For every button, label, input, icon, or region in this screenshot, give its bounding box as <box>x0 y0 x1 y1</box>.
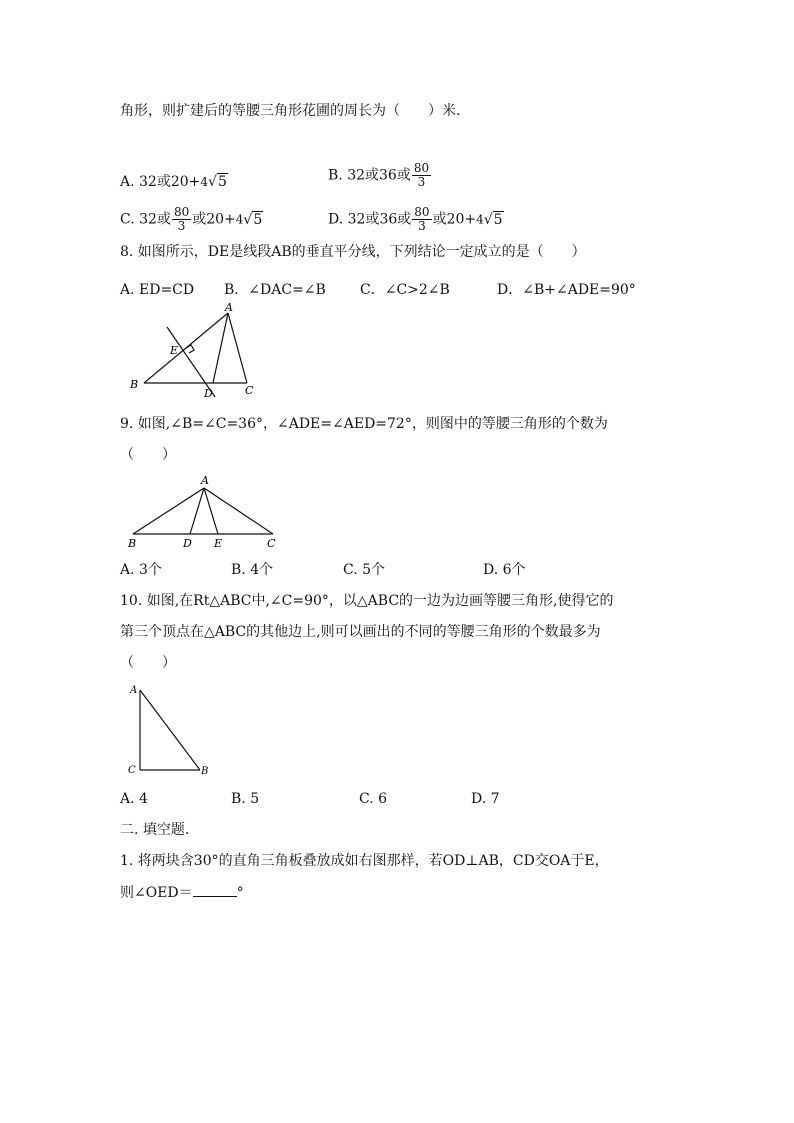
fraction: $\frac{80}{3}$ <box>173 205 190 233</box>
q7-option-c-coef: 4 <box>235 212 244 227</box>
label-d: D <box>183 537 192 550</box>
label-b: B <box>130 378 139 391</box>
fill-q1-text: 则∠OED＝ <box>120 885 193 901</box>
label-a: A <box>225 301 233 314</box>
label-a: A <box>130 685 138 696</box>
q7-option-a-label: A. <box>120 174 135 190</box>
segment-ae <box>204 488 218 534</box>
q7-option-a-text: 32或20+ <box>139 174 201 190</box>
label-c: C <box>245 384 254 397</box>
fraction: $\frac{80}{3}$ <box>414 205 430 233</box>
q7-option-d-label: D. <box>328 211 344 228</box>
q8-stem: 8. 如图所示，DE是线段AB的垂直平分线，下列结论一定成立的是（ ） <box>120 244 586 260</box>
q7-option-b[interactable] <box>328 162 432 189</box>
label-c: C <box>128 765 136 776</box>
q7-option-d-text: 32或36或 <box>347 211 412 228</box>
answer-blank[interactable] <box>193 882 237 897</box>
q7-option-c-label: C. <box>120 211 135 228</box>
q10-option-a[interactable]: A. 4 <box>120 791 148 807</box>
q8-option-a[interactable]: A. ED=CD <box>120 282 195 298</box>
q9-paren: （ ） <box>120 447 176 463</box>
q7-option-b-label: B. <box>328 167 343 184</box>
q8-option-b[interactable]: B．∠DAC=∠B <box>224 282 326 298</box>
q7-option-d-coef: 4 <box>476 212 484 227</box>
q7-option-a-coef: 4 <box>200 175 209 189</box>
q7-option-d[interactable] <box>328 206 504 233</box>
q9-option-d[interactable]: D. 6个 <box>483 562 526 578</box>
sqrt-icon: √5 <box>483 211 503 228</box>
q9-stem: 9. 如图,∠B=∠C=36°，∠ADE=∠AED=72°，则图中的等腰三角形的个数为 <box>120 416 608 432</box>
label-e: E <box>214 537 223 550</box>
q8-option-c[interactable]: C．∠C>2∠B <box>360 282 450 298</box>
q7-option-a[interactable] <box>120 172 228 192</box>
segment-ab <box>140 690 200 770</box>
q9-option-b[interactable]: B. 4个 <box>231 562 274 578</box>
degree-symbol: ° <box>236 885 244 901</box>
q7-option-c-text2: 或20+ <box>192 211 236 228</box>
label-e: E <box>170 344 179 357</box>
segment-ac <box>228 313 247 383</box>
intro-line: 角形，则扩建后的等腰三角形花圃的周长为（ ）米. <box>120 103 461 119</box>
segment-ad <box>190 488 204 534</box>
q8-figure <box>125 300 265 400</box>
segment-ac <box>204 488 273 534</box>
q7-option-b-text: 32或36或 <box>347 167 411 184</box>
q10-option-d[interactable]: D. 7 <box>471 791 500 807</box>
label-b: B <box>201 766 209 777</box>
q9-option-c[interactable]: C. 5个 <box>343 562 386 578</box>
q10-stem-line1: 10. 如图,在Rt△ABC中,∠C=90°，以△ABC的一边为边画等腰三角形,使得它的 <box>120 593 614 609</box>
right-angle-mark <box>186 345 194 353</box>
sqrt-icon: √5 <box>208 174 227 190</box>
fill-q1-line2 <box>120 882 244 903</box>
q7-option-c-text: 32或 <box>139 211 171 228</box>
segment-ab <box>133 488 204 534</box>
q10-figure <box>122 680 222 780</box>
q7-option-d-text2: 或20+ <box>432 211 477 228</box>
label-b: B <box>128 537 137 550</box>
sqrt-icon: √5 <box>243 211 263 228</box>
q10-paren: （ ） <box>120 655 176 671</box>
q7-option-c[interactable] <box>120 206 263 233</box>
q10-stem-line2: 第三个顶点在△ABC的其他边上,则可以画出的不同的等腰三角形的个数最多为 <box>120 624 601 640</box>
section-title: 二. 填空题. <box>120 822 190 838</box>
q10-option-b[interactable]: B. 5 <box>231 791 260 807</box>
fraction: $\frac{80}{3}$ <box>413 161 430 189</box>
q9-figure <box>120 472 290 554</box>
q9-option-a[interactable]: A. 3个 <box>120 562 162 578</box>
label-c: C <box>267 537 276 550</box>
fill-q1-line1: 1. 将两块含30°的直角三角板叠放成如右图那样，若OD⊥AB，CD交OA于E， <box>120 853 609 869</box>
q10-option-c[interactable]: C. 6 <box>359 791 388 807</box>
q8-option-d[interactable]: D．∠B+∠ADE=90° <box>497 282 636 298</box>
label-a: A <box>201 474 209 487</box>
label-d: D <box>204 387 213 400</box>
